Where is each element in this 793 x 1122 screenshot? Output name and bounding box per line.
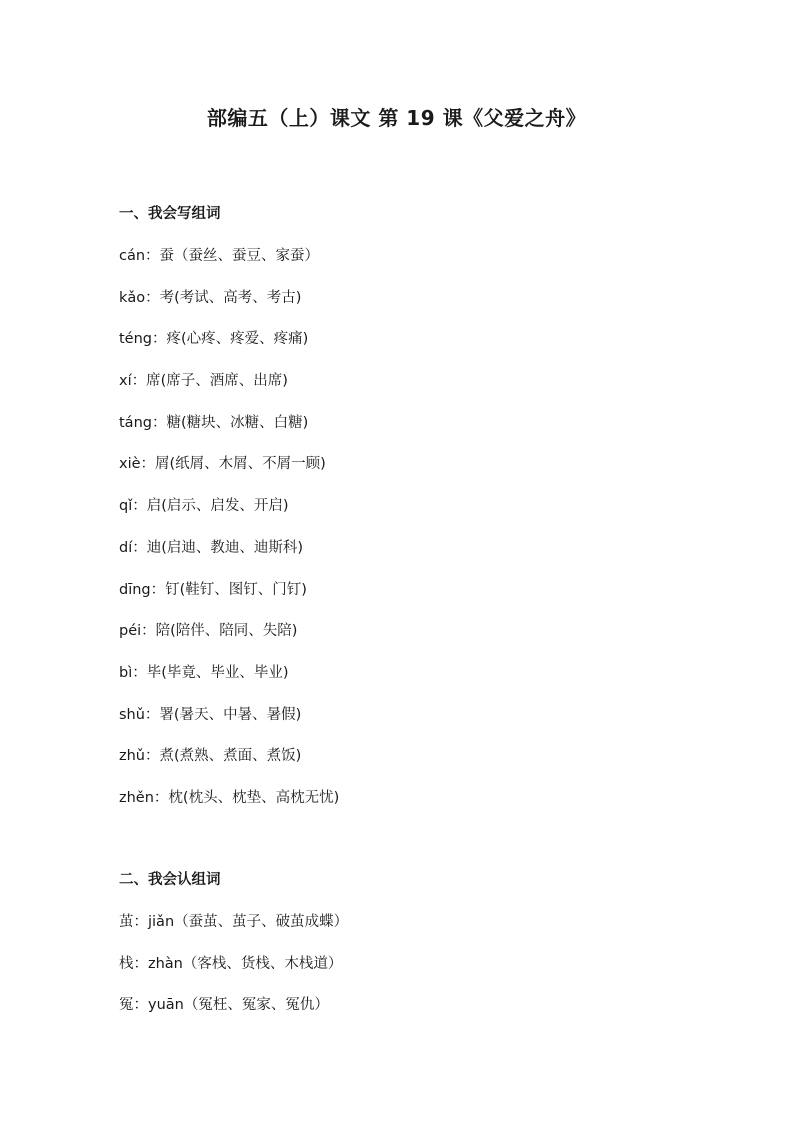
- word-list: [119, 245, 679, 829]
- list-item: péi：陪(陪伴、陪同、失陪): [119, 623, 298, 640]
- list-item: 冤：yuān（冤枉、冤家、冤仇）: [119, 997, 329, 1014]
- section-write-words: [119, 203, 679, 829]
- section-heading: 二、我会认组词: [119, 872, 221, 888]
- list-item: xí：席(席子、酒席、出席): [119, 373, 288, 390]
- list-item: 茧：jiǎn（蚕茧、茧子、破茧成蝶）: [119, 914, 349, 930]
- list-item: qǐ：启(启示、启发、开启): [119, 498, 289, 515]
- list-item: 栈：zhàn（客栈、货栈、木栈道）: [119, 955, 343, 972]
- list-item: zhěn：枕(枕头、枕垫、高枕无忧): [119, 789, 340, 806]
- list-item: táng：糖(糖块、冰糖、白糖): [119, 414, 309, 431]
- list-item: kǎo：考(考试、高考、考古): [119, 289, 302, 306]
- list-item: téng：疼(心疼、疼爱、疼痛): [119, 331, 309, 348]
- section-heading: 一、我会写组词: [119, 206, 221, 222]
- list-item: cán：蚕（蚕丝、蚕豆、家蚕）: [119, 248, 320, 264]
- page-title: 部编五（上）课文 第 19 课《父爱之舟》: [206, 106, 587, 130]
- section-recognize-words: [119, 869, 679, 1036]
- list-item: shǔ：署(暑天、中暑、暑假): [119, 706, 302, 723]
- list-item: bì：毕(毕竟、毕业、毕业): [119, 664, 289, 681]
- list-item: dīng：钉(鞋钉、图钉、门钉): [119, 581, 307, 598]
- word-list: [119, 911, 679, 1036]
- list-item: zhǔ：煮(煮熟、煮面、煮饭): [119, 748, 302, 765]
- list-item: xiè：屑(纸屑、木屑、不屑一顾): [119, 456, 326, 473]
- list-item: dí：迪(启迪、教迪、迪斯科): [119, 539, 304, 556]
